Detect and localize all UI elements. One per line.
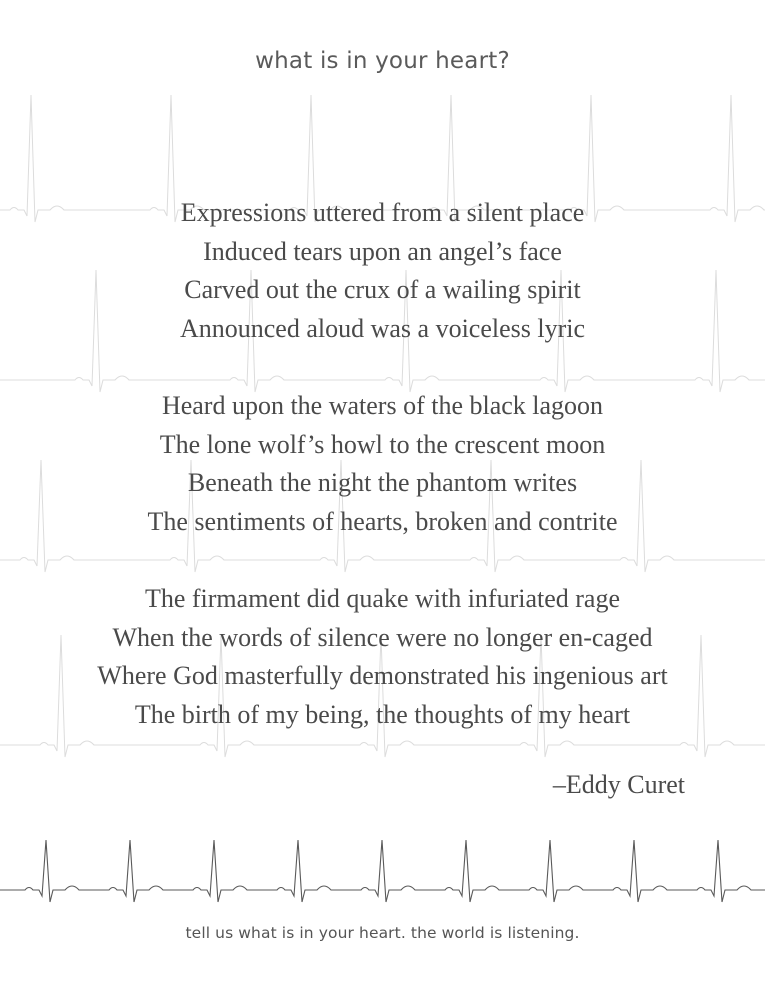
poem-author: –Eddy Curet (552, 770, 685, 799)
poem-stanza-3 (0, 580, 765, 734)
poem-line: The firmament did quake with infuriated rage (144, 584, 621, 613)
poem-line: When the words of silence were no longer en-caged (112, 622, 653, 652)
poem-stanza-1 (0, 194, 765, 348)
page-title: what is in your heart? (255, 48, 510, 74)
poem-line: Carved out the crux of a wailing spirit (184, 275, 581, 304)
poem-line: Where God masterfully demonstrated his ingenious art (97, 661, 668, 690)
poem (0, 194, 765, 773)
poem-line: Induced tears upon an angel’s face (203, 236, 562, 266)
poem-line: Heard upon the waters of the black lagoon (161, 391, 604, 420)
poem-line: The lone wolf’s howl to the crescent moon (159, 429, 606, 459)
footer-heartbeat-line (0, 840, 765, 902)
footer-tagline: tell us what is in your heart. the world is listening. (185, 924, 580, 942)
poem-stanza-2 (0, 387, 765, 541)
poem-line: The sentiments of hearts, broken and contrite (147, 506, 618, 536)
poem-line: Beneath the night the phantom writes (187, 468, 578, 497)
heartbeat-line-icon (0, 840, 765, 902)
poem-line: Announced aloud was a voiceless lyric (179, 313, 586, 343)
poem-line: The birth of my being, the thoughts of my heart (134, 699, 631, 729)
poem-line: Expressions uttered from a silent place (180, 198, 585, 227)
